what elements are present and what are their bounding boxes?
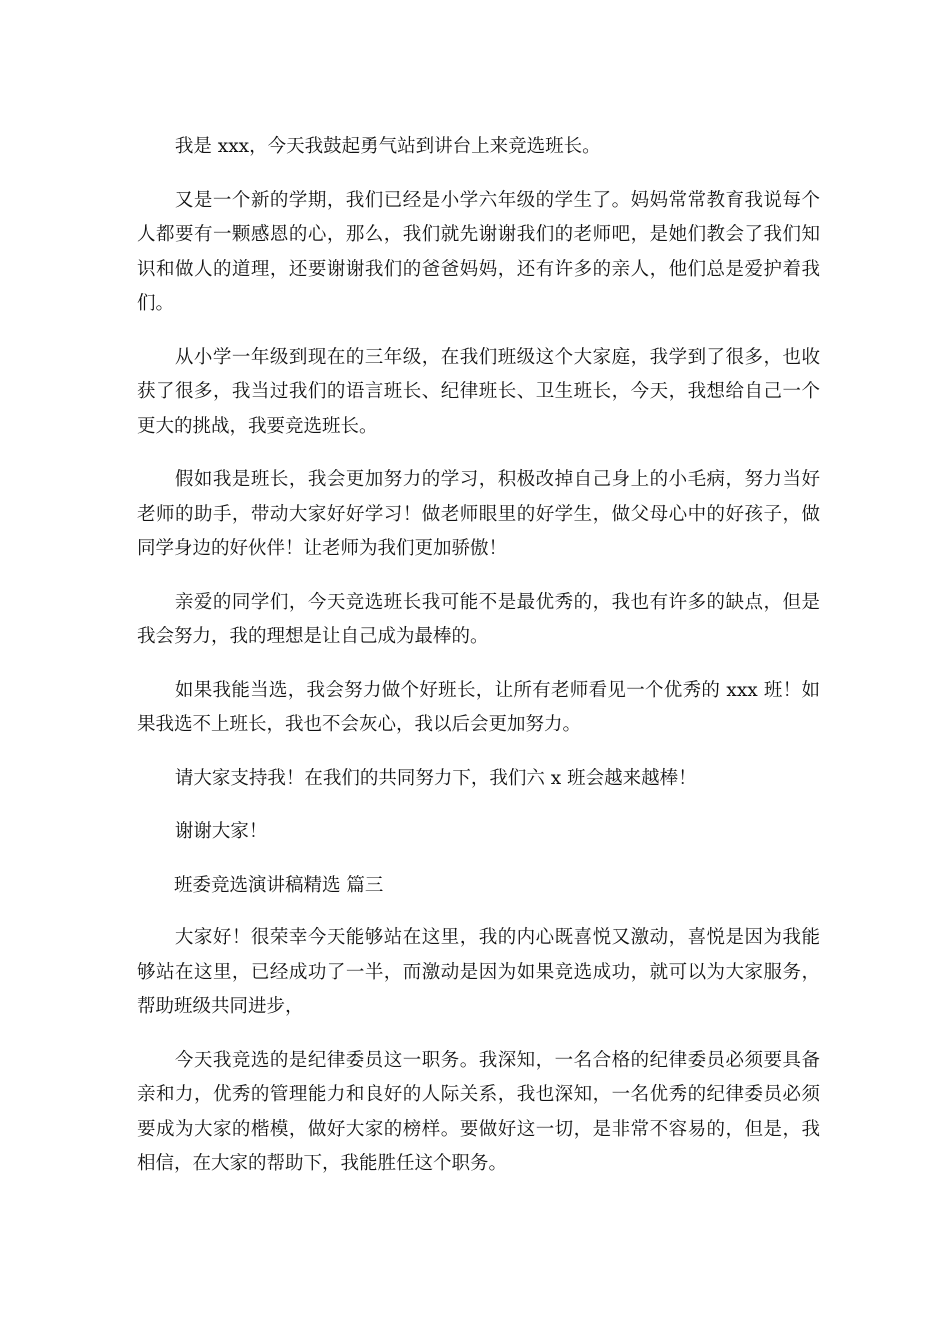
paragraph: 请大家支持我！在我们的共同努力下，我们六 x 班会越来越棒！ — [174, 767, 697, 789]
section-heading: 班委竞选演讲稿精选 篇三 — [174, 874, 384, 896]
paragraph: 大家好！很荣幸今天能够站在这里，我的内心既喜悦又激动，喜悦是因为我能够站在这里，已经成功了一半，而激动是因为如果竞选成功，就可以为大家服务，帮助班级共同进步， — [137, 927, 820, 1017]
paragraph: 又是一个新的学期，我们已经是小学六年级的学生了。妈妈常常教育我说每个人都要有一颗感恩的心，那么，我们就先谢谢我们的老师吧，是她们教会了我们知识和做人的道理，还要谢谢我们的爸爸妈妈，还有许多的亲人，他们总是爱护着我们。 — [137, 189, 820, 314]
document-body — [137, 130, 820, 1201]
paragraph: 如果我能当选，我会努力做个好班长，让所有老师看见一个优秀的 xxx 班！如果我选不上班长，我也不会灰心，我以后会更加努力。 — [137, 679, 820, 735]
paragraph: 谢谢大家！ — [174, 821, 268, 842]
paragraph: 今天我竞选的是纪律委员这一职务。我深知，一名合格的纪律委员必须要具备亲和力，优秀的管理能力和良好的人际关系，我也深知，一名优秀的纪律委员必须要成为大家的楷模，做好大家的榜样。要做好这一切，是非常不容易的，但是，我相信，在大家的帮助下，我能胜任这个职务。 — [137, 1049, 820, 1174]
paragraph: 亲爱的同学们，今天竞选班长我可能不是最优秀的，我也有许多的缺点，但是我会努力，我的理想是让自己成为最棒的。 — [137, 591, 820, 647]
paragraph: 我是 xxx，今天我鼓起勇气站到讲台上来竞选班长。 — [174, 136, 601, 157]
paragraph: 假如我是班长，我会更加努力的学习，积极改掉自己身上的小毛病，努力当好老师的助手，带动大家好好学习！做老师眼里的好学生，做父母心中的好孩子，做同学身边的好伙伴！让老师为我们更加骄傲！ — [137, 469, 820, 559]
paragraph: 从小学一年级到现在的三年级，在我们班级这个大家庭，我学到了很多，也收获了很多，我当过我们的语言班长、纪律班长、卫生班长，今天，我想给自己一个更大的挑战，我要竞选班长。 — [137, 346, 820, 437]
